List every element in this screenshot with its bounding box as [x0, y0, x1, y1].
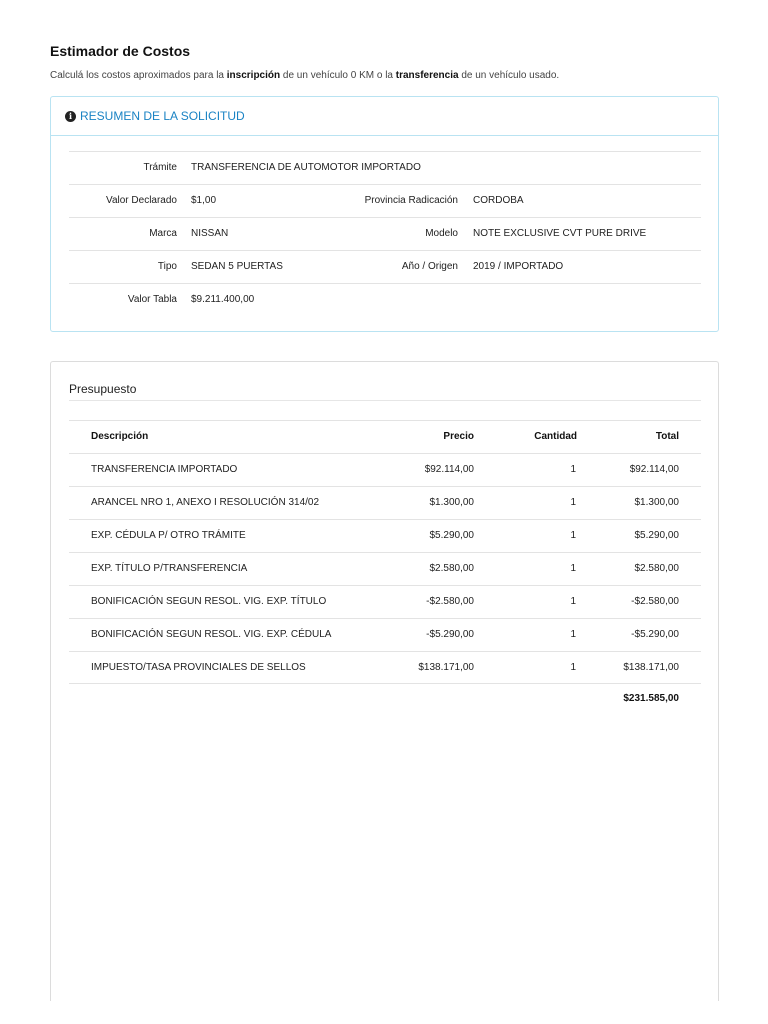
subtitle-text-2: de un vehículo 0 KM o la [280, 70, 396, 81]
table-row [69, 486, 701, 519]
column-header-quantity: Cantidad [534, 431, 577, 442]
summary-row-marca [69, 217, 701, 250]
summary-label: Provincia Radicación [364, 195, 458, 206]
cell-total: $5.290,00 [634, 530, 679, 541]
cell-quantity: 1 [570, 497, 576, 508]
cell-price: -$2.580,00 [426, 596, 474, 607]
table-row [69, 453, 701, 486]
cell-description: IMPUESTO/TASA PROVINCIALES DE SELLOS [91, 662, 306, 673]
cell-price: -$5.290,00 [426, 629, 474, 640]
summary-row-valor-declarado [69, 184, 701, 217]
cell-total: $92.114,00 [629, 464, 679, 475]
cell-price: $92.114,00 [424, 464, 474, 475]
summary-panel [50, 96, 719, 332]
summary-row-valor-tabla [69, 283, 701, 316]
budget-panel [50, 361, 719, 1001]
budget-title: Presupuesto [69, 382, 137, 396]
budget-table [69, 420, 701, 714]
cell-quantity: 1 [570, 629, 576, 640]
cell-total: $1.300,00 [634, 497, 679, 508]
summary-value: TRANSFERENCIA DE AUTOMOTOR IMPORTADO [191, 162, 421, 173]
cell-description: BONIFICACIÓN SEGUN RESOL. VIG. EXP. TÍTULO [91, 596, 327, 607]
summary-heading-label: RESUMEN DE LA SOLICITUD [80, 109, 245, 123]
cell-quantity: 1 [570, 464, 576, 475]
cell-description: EXP. TÍTULO P/TRANSFERENCIA [91, 563, 248, 574]
summary-table [69, 151, 701, 316]
summary-value: $9.211.400,00 [191, 294, 255, 305]
cell-quantity: 1 [570, 563, 576, 574]
cell-price: $2.580,00 [429, 563, 474, 574]
summary-label: Valor Tabla [127, 294, 177, 305]
table-row [69, 651, 701, 684]
page-subtitle [50, 70, 559, 81]
cell-description: TRANSFERENCIA IMPORTADO [91, 464, 238, 475]
subtitle-text-1: Calculá los costos aproximados para la [50, 70, 227, 81]
subtitle-bold-transferencia: transferencia [395, 70, 459, 81]
info-circle-icon: i [65, 111, 76, 122]
page-title: Estimador de Costos [50, 43, 191, 59]
cell-quantity: 1 [570, 530, 576, 541]
summary-label: Valor Declarado [106, 195, 177, 206]
divider [69, 400, 701, 401]
subtitle-text-3: de un vehículo usado. [458, 70, 560, 81]
summary-label: Trámite [143, 162, 177, 173]
grand-total-row [69, 684, 701, 714]
summary-value: SEDAN 5 PUERTAS [191, 261, 283, 272]
table-row [69, 519, 701, 552]
cell-quantity: 1 [570, 596, 576, 607]
cell-quantity: 1 [570, 662, 576, 673]
table-row [69, 585, 701, 618]
summary-label: Modelo [425, 228, 458, 239]
summary-label: Año / Origen [401, 261, 458, 272]
cell-price: $138.171,00 [418, 662, 474, 673]
cell-price: $5.290,00 [429, 530, 474, 541]
cell-total: -$5.290,00 [631, 629, 679, 640]
summary-label: Tipo [157, 261, 177, 272]
cell-description: ARANCEL NRO 1, ANEXO I RESOLUCIÓN 314/02 [91, 497, 320, 508]
table-row [69, 618, 701, 651]
summary-value: 2019 / IMPORTADO [473, 261, 564, 272]
summary-row-tramite [69, 151, 701, 184]
cell-total: $2.580,00 [634, 563, 679, 574]
summary-value: NOTE EXCLUSIVE CVT PURE DRIVE [473, 228, 647, 239]
summary-value: CORDOBA [473, 195, 524, 206]
cell-description: EXP. CÉDULA P/ OTRO TRÁMITE [91, 530, 246, 541]
cell-description: BONIFICACIÓN SEGUN RESOL. VIG. EXP. CÉDULA [91, 629, 332, 640]
cell-total: -$2.580,00 [631, 596, 679, 607]
column-header-total: Total [655, 431, 679, 442]
summary-value: $1,00 [191, 195, 217, 206]
cell-total: $138.171,00 [623, 662, 679, 673]
column-header-price: Precio [443, 431, 474, 442]
summary-value: NISSAN [191, 228, 229, 239]
table-row [69, 552, 701, 585]
table-header-row [69, 420, 701, 453]
summary-heading [51, 97, 718, 136]
cell-price: $1.300,00 [429, 497, 474, 508]
subtitle-bold-inscripcion: inscripción [226, 70, 281, 81]
grand-total-value: $231.585,00 [623, 693, 679, 704]
summary-label: Marca [149, 228, 177, 239]
column-header-description: Descripción [91, 431, 149, 442]
summary-row-tipo [69, 250, 701, 283]
